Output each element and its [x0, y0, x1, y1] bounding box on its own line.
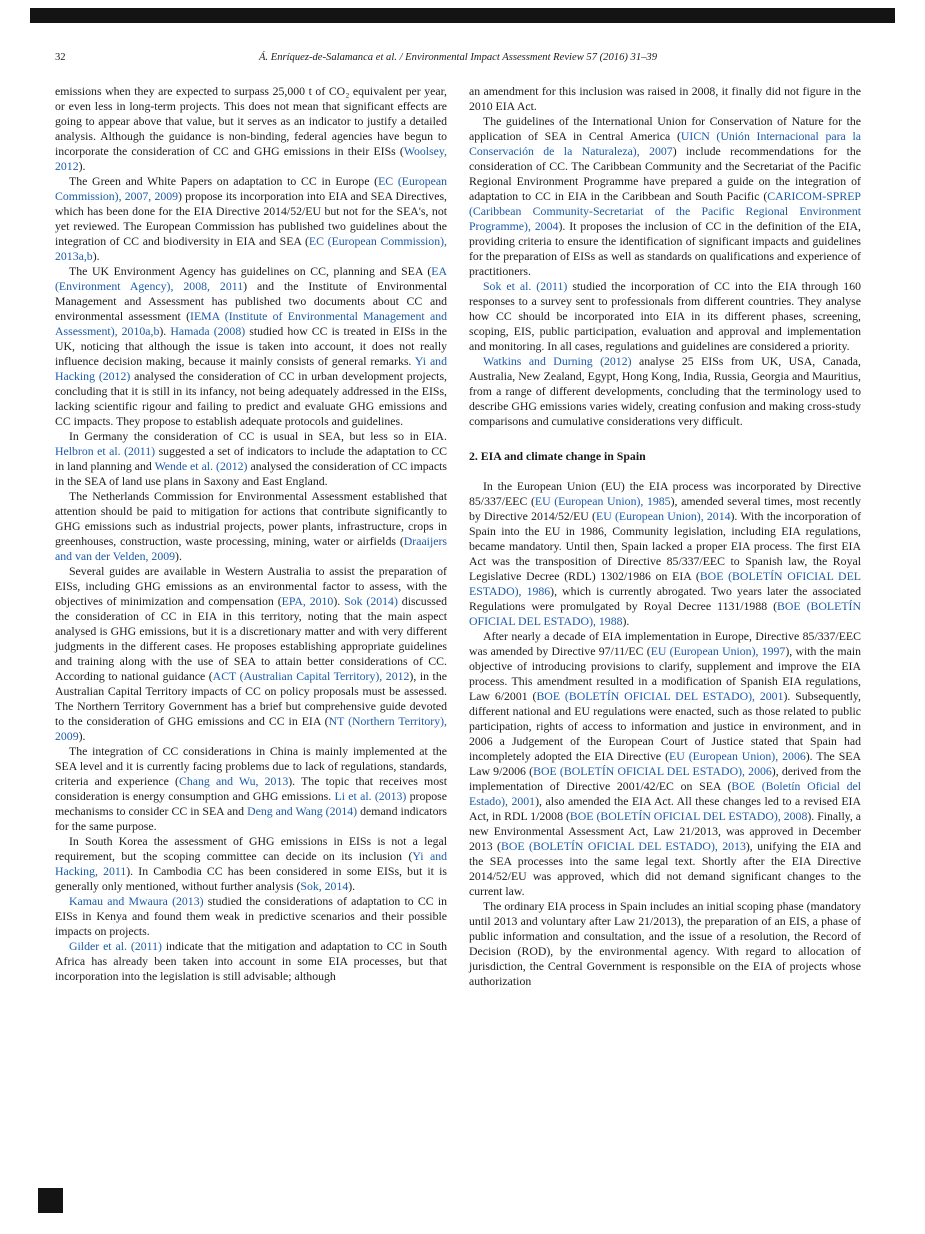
text-run: The ordinary EIA process in Spain includes an initial scoping phase (mandatory until 2013 and voluntary after Law 21/2013), the preparation of an EIS, a phase of public information and consultation, and the issue of a resolution, the Record of Decision (ROD), by the environmental agency. With regard to allocation of jurisdiction, the Central Government is responsible on the EIA of projects whose authorization	[469, 899, 861, 988]
citation-link[interactable]: Chang and Wu, 2013	[178, 774, 289, 788]
citation-link[interactable]: Woolsey, 2012	[55, 144, 447, 173]
citation-link[interactable]: Wende et al. (2012)	[154, 459, 248, 473]
text-run: ). In Cambodia CC has been considered in some EISs, but it is generally only mentioned, without further analysis (	[55, 864, 447, 893]
citation-link[interactable]: Sok, 2014	[300, 879, 349, 893]
citation-link[interactable]: Deng and Wang (2014)	[247, 804, 358, 818]
text-run: ) include recommendations for the consideration of CC. The Caribbean Community and the Secretariat of the Pacific Regional Environment Programme have prepared a guide on the integration of adaptation to CC in EIA in the Caribbean and South Pacific (	[469, 144, 861, 203]
citation-link[interactable]: Helbron et al. (2011)	[55, 444, 156, 458]
text-run: ).	[78, 729, 86, 743]
citation-link[interactable]: EC (European Commission), 2007, 2009	[55, 174, 447, 203]
text-run: ), also amended the EIA Act. All these changes led to a revised EIA Act, in RDL 1/2008 (	[469, 794, 862, 823]
two-column-body	[55, 84, 861, 989]
paragraph	[469, 84, 861, 114]
text-run: an amendment for this inclusion was raised in 2008, it finally did not figure in the 2010 EIA Act.	[469, 84, 861, 113]
paragraph	[469, 354, 861, 429]
text-run: ).	[92, 249, 100, 263]
paragraph	[469, 479, 861, 629]
citation-link[interactable]: EU (European Union), 2014	[595, 509, 731, 523]
citation-link[interactable]: Kamau and Mwaura (2013)	[69, 894, 204, 908]
text-run: In South Korea the assessment of GHG emissions in EISs is not a legal requirement, but the scoping committee can decide on its inclusion (	[55, 834, 447, 863]
text-run: analysed the consideration of CC in urban development projects, concluding that it is still in its infancy, not being adequately addressed in the EISs, lacking scientific rigour and failing to predict and evaluate GHG emissions and CC impacts. They propose to establish adequate protocols and guidelines.	[55, 369, 447, 428]
citation-link[interactable]: EPA, 2010	[281, 594, 334, 608]
text-run: In the European Union (EU) the EIA process was incorporated by Directive 85/337/EEC (	[469, 479, 861, 508]
text-run: ).	[348, 879, 356, 893]
citation-link[interactable]: BOE (BOLETÍN OFICIAL DEL ESTADO), 1986	[469, 569, 861, 598]
text-run: demand indicators for the same purpose.	[55, 804, 447, 833]
text-run: Several guides are available in Western Australia to assist the preparation of EISs, including GHG emissions as an environmental factor to assess, with the objectives of minimization and compensation (	[55, 564, 447, 608]
right-column	[469, 84, 861, 989]
text-run: suggested a set of indicators to include the adaptation to CC in land planning and	[55, 444, 448, 473]
text-run: ). The SEA Law 9/2006 (	[469, 749, 861, 778]
text-run: studied the considerations of adaptation to CC in EISs in Kenya and found them weak in predictive scenarios and their possible impacts on projects.	[55, 894, 447, 938]
citation-link[interactable]: BOE (BOLETÍN OFICIAL DEL ESTADO), 2001	[536, 689, 784, 703]
citation-link[interactable]: EU (European Union), 1985	[534, 494, 671, 508]
section-heading: 2. EIA and climate change in Spain	[469, 449, 646, 463]
text-run: ), which is currently abrogated. Two years later the associated Regulations were promulgated by Royal Decree 1131/1988 (	[469, 584, 861, 613]
paragraph	[55, 939, 447, 984]
running-header	[55, 52, 861, 68]
paragraph	[55, 834, 447, 894]
citation-link[interactable]: UICN (Unión Internacional para la Conservación de la Naturaleza), 2007	[469, 129, 862, 158]
text-run: indicate that the mitigation and adaptation to CC in South Africa has already been taken into account in some EIA processes, but that incorporation into the legislation is still advisable; although	[55, 939, 447, 983]
text-run: ). The topic that receives most consideration is energy consumption and GHG emissions.	[55, 774, 447, 803]
text-run: The Netherlands Commission for Environmental Assessment established that attention should be paid to mitigation for actions that contribute significantly to GHG emissions such as industrial projects, power plants, infrastructure, crops in greenhouses, construction, waste processing, mining, water or airfields (	[55, 489, 447, 548]
citation-link[interactable]: ACT (Australian Capital Territory), 2012	[212, 669, 410, 683]
text-run: ).	[622, 614, 630, 628]
citation-link[interactable]: BOE (BOLETÍN OFICIAL DEL ESTADO), 2013	[500, 839, 746, 853]
citation-link[interactable]: NT (Northern Territory), 2009	[55, 714, 447, 743]
left-column	[55, 84, 447, 989]
paragraph	[55, 564, 447, 744]
citation-link[interactable]: BOE (BOLETÍN OFICIAL DEL ESTADO), 2008	[569, 809, 808, 823]
citation-link[interactable]: BOE (BOLETÍN OFICIAL DEL ESTADO), 2006	[533, 764, 772, 778]
paragraph	[469, 114, 861, 279]
citation-link[interactable]: Draaijers and van der Velden, 2009	[55, 534, 447, 563]
text-run: ).	[78, 159, 86, 173]
page-number: 32	[55, 52, 66, 63]
citation-link[interactable]: CARICOM-SPREP (Caribbean Community-Secretariat of the Pacific Regional Environment Programme), 2004	[469, 189, 861, 233]
text-run: ), amended several times, most recently by Directive 2014/52/EU (	[469, 494, 861, 523]
citation-link[interactable]: Li et al. (2013)	[334, 789, 407, 803]
text-run: The Green and White Papers on adaptation to CC in Europe (	[69, 174, 379, 188]
text-run: The UK Environment Agency has guidelines on CC, planning and SEA (	[69, 264, 432, 278]
citation-link[interactable]: Gilder et al. (2011)	[69, 939, 162, 953]
text-run: ).	[333, 594, 345, 608]
paragraph	[469, 899, 861, 989]
citation-link[interactable]: EU (European Union), 2006	[669, 749, 806, 763]
text-run: emissions when they are expected to surpass 25,000 t of CO₂ equivalent per year, or even less in long-term projects. This does not mean that significant effects are going to appear above that value, but it serves as an indicator to justify a detailed analysis. Although the guidance is non-binding, federal agencies have begun to incorporate the consideration of CC and GHG emissions in their EISs (	[55, 84, 447, 158]
text-run: The guidelines of the International Union for Conservation of Nature for the application of SEA in Central America (	[469, 114, 861, 143]
citation-link[interactable]: Watkins and Durning (2012)	[483, 354, 632, 368]
text-run: ), derived from the implementation of Directive 2001/42/EC on SEA (	[469, 764, 861, 793]
text-run: ). With the incorporation of Spain into the EU in 1986, Community legislation, including EIA regulations, became mandatory. Until then, Spain lacked a proper EIA process. The first EIA Act was the transposition of Directive 85/337/EEC to Spanish law, the Royal Legislative Decree (RDL) 1302/1986 on EIA (	[469, 509, 861, 583]
citation-link[interactable]: EU (European Union), 1997	[650, 644, 786, 658]
citation-link[interactable]: Yi and Hacking (2012)	[55, 354, 447, 383]
text-run: ).	[159, 324, 171, 338]
citation-link[interactable]: EC (European Commission), 2013a,b	[55, 234, 447, 263]
text-run: ), with the main objective of introducing provisions to clarify, supplement and improve the EIA process. This amendment resulted in a modification of Spanish EIA regulations, Law 6/2001 (	[469, 644, 861, 703]
paragraph	[55, 894, 447, 939]
citation-link[interactable]: Hamada (2008)	[170, 324, 246, 338]
paragraph	[469, 629, 861, 899]
text-run: ). It proposes the inclusion of CC in the definition of the EIA, providing criteria to ensure the identification of significant impacts and guidelines for the preparation of EISs as well as standards on qualifications and experience of practitioners.	[469, 219, 861, 278]
running-head-title: Á. Enríquez-de-Salamanca et al. / Environmental Impact Assessment Review 57 (2016) 31–39	[258, 52, 658, 63]
paragraph	[55, 264, 447, 429]
paragraph	[55, 174, 447, 264]
text-run: studied the incorporation of CC into the EIA through 160 responses to a survey sent to professionals from different countries. They analyse how CC should be incorporated into EIA in its different phases, screening, scoping, EIS, public participation, evaluation and approval and implementation and monitoring. In all cases, regulations and guidelines are considered a priority.	[469, 279, 861, 353]
paragraph	[469, 279, 861, 354]
page-edge-bar-top	[30, 8, 895, 23]
text-run: ), in the Australian Capital Territory impacts of CC on policy proposals must be assessed. The Northern Territory Government has a brief but comprehensive guide devoted to the consideration of GHG emissions and CC in EIA (	[55, 669, 447, 728]
text-run: ). Finally, a new Environmental Assessment Act, Law 21/2013, was approved in December 2013 (	[469, 809, 861, 853]
citation-link[interactable]: EA (Environment Agency), 2008, 2011	[55, 264, 447, 293]
text-run: ) and the Institute of Environmental Management and Assessment has published two documents about CC and environmental assessment (	[55, 279, 447, 323]
text-run: The integration of CC considerations in China is mainly implemented at the SEA level and it is currently facing problems due to lack of regulations, standards, criteria and experience (	[55, 744, 447, 788]
text-run: studied how CC is treated in EISs in the UK, noticing that although the issue is taken into account, it does not really influence decision making, because it mainly consists of general remarks.	[55, 324, 448, 368]
citation-link[interactable]: BOE (BOLETÍN OFICIAL DEL ESTADO), 1988	[469, 599, 861, 628]
text-run: After nearly a decade of EIA implementation in Europe, Directive 85/337/EEC was amended by Directive 97/11/EC (	[469, 629, 861, 658]
paragraph	[55, 744, 447, 834]
text-run: analyse 25 EISs from UK, USA, Canada, Australia, New Zealand, Egypt, Hong Kong, India, Russia, Georgia and Mauritius, from a range of different developments, concluding that the terminology used to describe GHG emissions varies widely, creating confusion and making cross-study comparisons and cumulative considerations very difficult.	[469, 354, 861, 428]
text-run: In Germany the consideration of CC is usual in SEA, but less so in EIA.	[69, 429, 447, 443]
text-run: ) propose its incorporation into EIA and SEA Directives, which has been done for the EIA Directive 2014/52/EU but not for the SEA's, not yet reviewed. The European Commission has published two guidelines about the integration of CC and biodiversity in EIA and SEA (	[55, 189, 447, 248]
citation-link[interactable]: BOE (Boletín Oficial del Estado), 2001	[469, 779, 861, 808]
text-run: discussed the consideration of CC in EIA in this territory, noting that the main aspect analysed is GHG emissions, but it is a discretionary matter and with very different judgments in the different cases. He proposes establishing appropriate guidelines and training along with the use of SEA to attain better considerations of CC. According to national guidance (	[55, 594, 448, 683]
text-run: ). Subsequently, different national and EU regulations were enacted, such as those related to public participation, rights of access to information and justice in environment, and in 2006 a Judgement of the European Court of Justice stated that Spain had incompletely adopted the EIA Directive (	[469, 689, 861, 763]
text-run: analysed the consideration of CC impacts in the SEA of land use plans in Saxony and East England.	[55, 459, 447, 488]
text-run: ).	[175, 549, 182, 563]
text-run: propose mechanisms to consider CC in SEA and	[55, 789, 447, 818]
paragraph	[55, 489, 447, 564]
citation-link[interactable]: IEMA (Institute of Environmental Management and Assessment), 2010a,b	[55, 309, 447, 338]
citation-link[interactable]: Sok et al. (2011)	[483, 279, 568, 293]
text-run: ), unifying the EIA and the SEA processes into the same legal text. Shortly after the EIA Directive 2014/52/EU was approved, which did not demand significant changes to the current law.	[469, 839, 861, 898]
citation-link[interactable]: Sok (2014)	[344, 594, 398, 608]
citation-link[interactable]: Yi and Hacking, 2011	[55, 849, 447, 878]
paragraph	[55, 429, 447, 489]
paragraph	[55, 84, 447, 174]
bottom-left-ink-mark	[38, 1188, 63, 1213]
